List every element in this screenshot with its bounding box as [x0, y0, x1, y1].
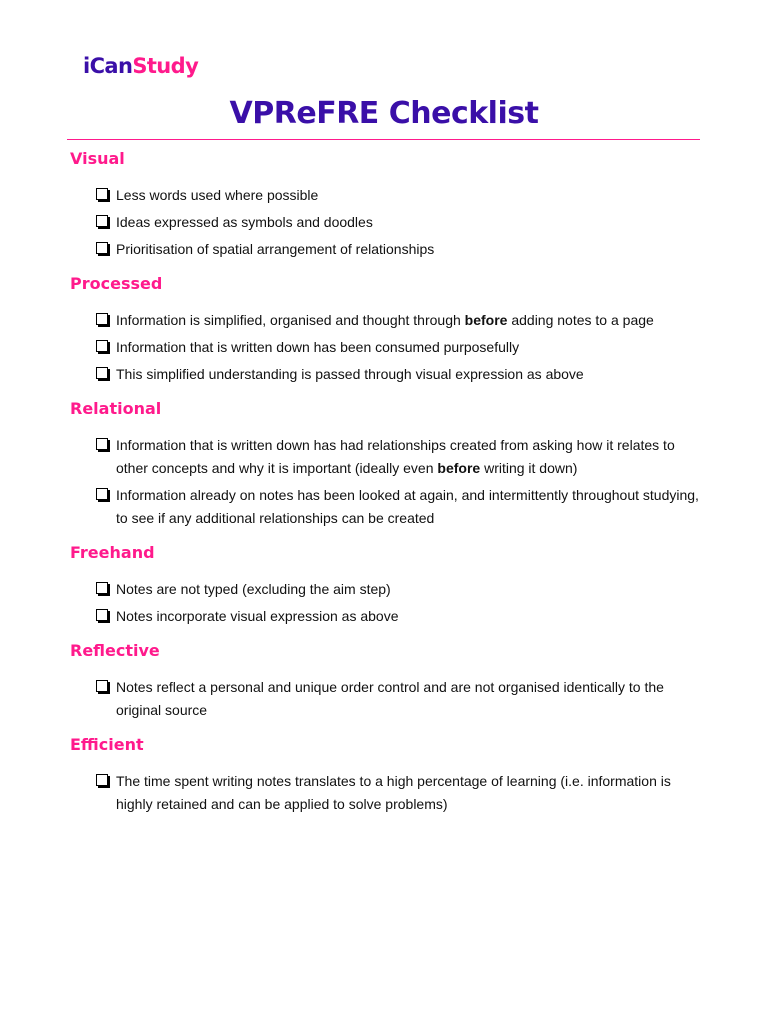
checklist-items [70, 309, 700, 386]
checklist-item-text [116, 487, 699, 526]
checklist-item [70, 578, 700, 601]
checkbox-icon[interactable] [96, 340, 108, 352]
checklist-item-text [116, 214, 373, 230]
checklist-items [70, 184, 700, 261]
checkbox-icon[interactable] [96, 774, 108, 786]
item-text-part: Information is simplified, organised and thought through [116, 312, 465, 328]
checkbox-icon[interactable] [96, 488, 108, 500]
checkbox-icon[interactable] [96, 215, 108, 227]
checkbox-icon[interactable] [96, 367, 108, 379]
checklist-item-text [116, 187, 318, 203]
item-text-part: Less words used where possible [116, 187, 319, 203]
item-text-part: Notes reflect a personal and unique order control and are not organised identically to the original source [116, 679, 664, 718]
item-text-part: adding notes to a page [507, 312, 654, 328]
checklist-items [70, 676, 700, 722]
item-text-part: This simplified understanding is passed through visual expression as above [116, 366, 584, 382]
checklist-items [70, 434, 700, 530]
item-text-part: Prioritisation of spatial arrangement of relationships [116, 241, 435, 257]
checklist-item [70, 336, 700, 359]
emphasis-text: before [437, 460, 481, 476]
emphasis-text: before [464, 312, 508, 328]
section-heading: Freehand [70, 543, 155, 562]
checklist-item [70, 309, 700, 332]
item-text-part: Ideas expressed as symbols and doodles [116, 214, 373, 230]
checklist-items [70, 578, 700, 628]
section-heading: Processed [70, 274, 163, 293]
item-text-part: Information that is written down has been consumed purposefully [116, 339, 520, 355]
brand-logo-study: Study [132, 54, 199, 78]
checkbox-icon[interactable] [96, 680, 108, 692]
item-text-part: Information that is written down has had relationships created from asking how it relates to other concepts and why it is important (ideally even [116, 437, 675, 476]
section-heading: Reflective [70, 641, 160, 660]
checklist-item-text [116, 437, 675, 476]
checklist-item-text [116, 773, 671, 812]
checklist-item [70, 434, 700, 480]
checklist-item-text [116, 339, 519, 355]
checkbox-icon[interactable] [96, 582, 108, 594]
checklist-item [70, 770, 700, 816]
checklist-item [70, 238, 700, 261]
checklist-section-freehand [70, 540, 700, 628]
checklist-item [70, 605, 700, 628]
brand-logo-can: Can [89, 54, 133, 78]
item-text-part: Notes incorporate visual expression as above [116, 608, 399, 624]
checklist-section-reflective [70, 638, 700, 722]
item-text-part: Notes are not typed (excluding the aim step) [116, 581, 391, 597]
section-heading: Relational [70, 399, 162, 418]
item-text-part: writing it down) [480, 460, 578, 476]
checklist-item [70, 184, 700, 207]
checklist [70, 146, 700, 820]
checkbox-icon[interactable] [96, 438, 108, 450]
checklist-item-text [116, 312, 654, 328]
checklist-section-relational [70, 396, 700, 530]
checkbox-icon[interactable] [96, 313, 108, 325]
section-heading: Visual [70, 149, 125, 168]
item-text-part: Information already on notes has been looked at again, and intermittently throughout studying, to see if any additional relationships can be created [116, 487, 699, 526]
item-text-part: The time spent writing notes translates to a high percentage of learning (i.e. information is highly retained and can be applied to solve problems) [116, 773, 671, 812]
checklist-section-visual [70, 146, 700, 261]
checkbox-icon[interactable] [96, 188, 108, 200]
brand-logo-prefix: i [83, 54, 90, 78]
section-heading: Efficient [70, 735, 144, 754]
checklist-item [70, 363, 700, 386]
checklist-section-processed [70, 271, 700, 386]
checklist-item [70, 484, 700, 530]
checklist-item-text [116, 241, 434, 257]
checkbox-icon[interactable] [96, 609, 108, 621]
checklist-item-text [116, 366, 584, 382]
checkbox-icon[interactable] [96, 242, 108, 254]
checklist-section-efficient [70, 732, 700, 816]
page-title: VPReFRE Checklist [229, 96, 539, 131]
checklist-item-text [116, 679, 664, 718]
checklist-items [70, 770, 700, 816]
title-divider [67, 139, 700, 140]
checklist-item-text [116, 581, 391, 597]
brand-logo [83, 51, 198, 81]
checklist-item-text [116, 608, 399, 624]
checklist-item [70, 676, 700, 722]
checklist-item [70, 211, 700, 234]
